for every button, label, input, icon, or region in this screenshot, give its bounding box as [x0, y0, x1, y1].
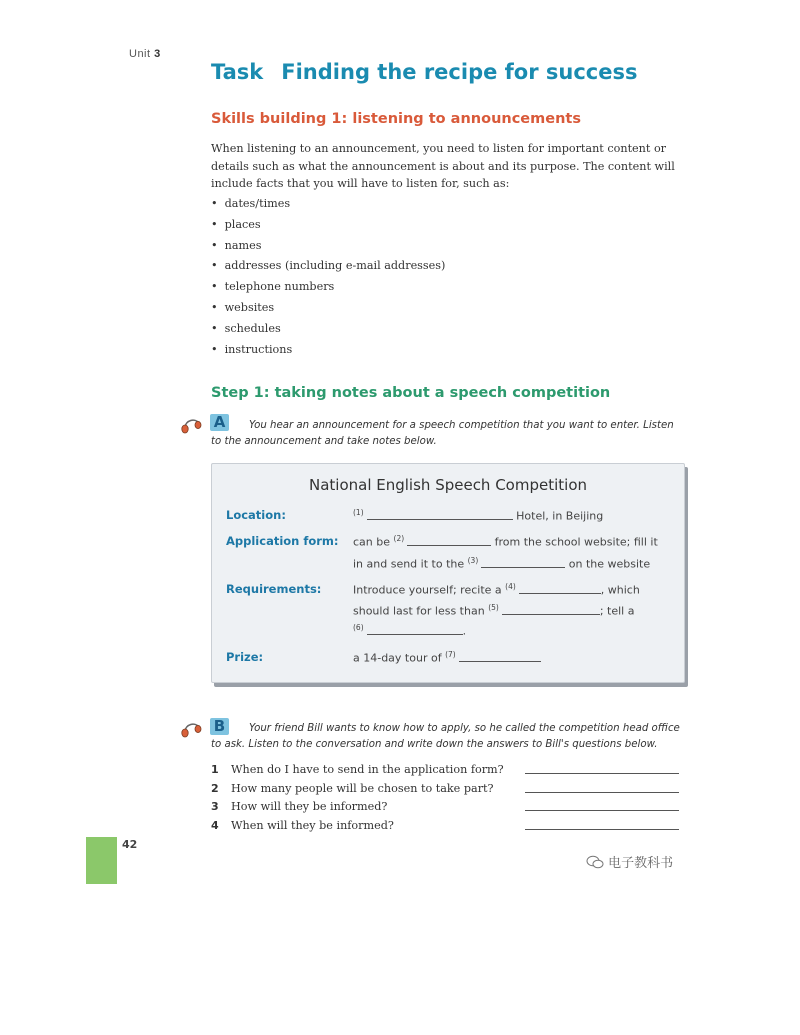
part-b-instruction: Your friend Bill wants to know how to apply, so he called the competition head office to ask. Listen to the conversation and write down the answers to Bill's questions below.: [211, 723, 680, 750]
step-heading: Step 1: taking notes about a speech competition: [211, 385, 611, 401]
list-item: • names: [211, 236, 445, 257]
wechat-icon: [586, 855, 604, 869]
intro-paragraph: When listening to an announcement, you need to listen for important content or details such as what the announcement is about and its purpose. The content will include facts that you will have to listen for, such as:: [211, 142, 675, 190]
requirements-line-2: should last for less than $^{(5)}$ ; tell a: [353, 603, 635, 618]
question-item: 3 How will they be informed?: [211, 798, 504, 817]
blank-5[interactable]: [502, 604, 600, 615]
list-item: • addresses (including e-mail addresses): [211, 256, 445, 277]
headphones-icon: [180, 717, 204, 741]
answer-line[interactable]: [525, 829, 679, 830]
page-title: Task Finding the recipe for success: [211, 60, 638, 84]
requirements-line-1: Introduce yourself; recite a $^{(4)}$ , which: [353, 582, 640, 597]
answer-line[interactable]: [525, 773, 679, 774]
list-item: • places: [211, 215, 445, 236]
application-line-2: in and send it to the $^{(3)}$ on the website: [353, 556, 651, 571]
list-item: • websites: [211, 298, 445, 319]
question-item: 4 When will they be informed?: [211, 817, 504, 836]
blank-3[interactable]: [481, 557, 565, 568]
question-item: 1 When do I have to send in the application form?: [211, 761, 504, 780]
unit-label: Unit 3: [129, 48, 161, 60]
facts-list: [211, 194, 445, 360]
requirements-label: Requirements:: [226, 582, 322, 596]
prize-label: Prize:: [226, 650, 264, 664]
list-item: • instructions: [211, 340, 445, 361]
location-value: $^{(1)}$ Hotel, in Beijing: [353, 508, 604, 523]
blank-6[interactable]: [367, 624, 463, 635]
blank-4[interactable]: [519, 583, 601, 594]
question-item: 2 How many people will be chosen to take part?: [211, 780, 504, 799]
speech-competition-card: [211, 463, 685, 683]
card-title: National English Speech Competition: [308, 476, 588, 494]
application-line-1: can be $^{(2)}$ from the school website; fill it: [353, 534, 658, 549]
blank-7[interactable]: [459, 651, 541, 662]
location-label: Location:: [226, 508, 286, 522]
headphones-icon: [180, 413, 204, 437]
answer-line[interactable]: [525, 810, 679, 811]
watermark: 电子教科书: [586, 852, 673, 871]
prize-value: a 14-day tour of $^{(7)}$: [353, 650, 541, 665]
part-a-instruction: You hear an announcement for a speech competition that you want to enter. Listen to the announcement and take notes below.: [211, 420, 674, 447]
list-item: • dates/times: [211, 194, 445, 215]
page-number: 42: [122, 838, 138, 851]
application-label: Application form:: [226, 534, 339, 548]
requirements-line-3: $^{(6)}$ .: [353, 623, 467, 638]
list-item: • schedules: [211, 319, 445, 340]
list-item: • telephone numbers: [211, 277, 445, 298]
page-color-tab: [86, 837, 117, 884]
part-b-letter: B: [210, 718, 229, 735]
part-a-letter: A: [210, 414, 229, 431]
skills-heading: Skills building 1: listening to announcements: [211, 111, 581, 127]
blank-1[interactable]: [367, 509, 513, 520]
questions-list: [211, 761, 504, 835]
blank-2[interactable]: [407, 535, 491, 546]
answer-line[interactable]: [525, 792, 679, 793]
